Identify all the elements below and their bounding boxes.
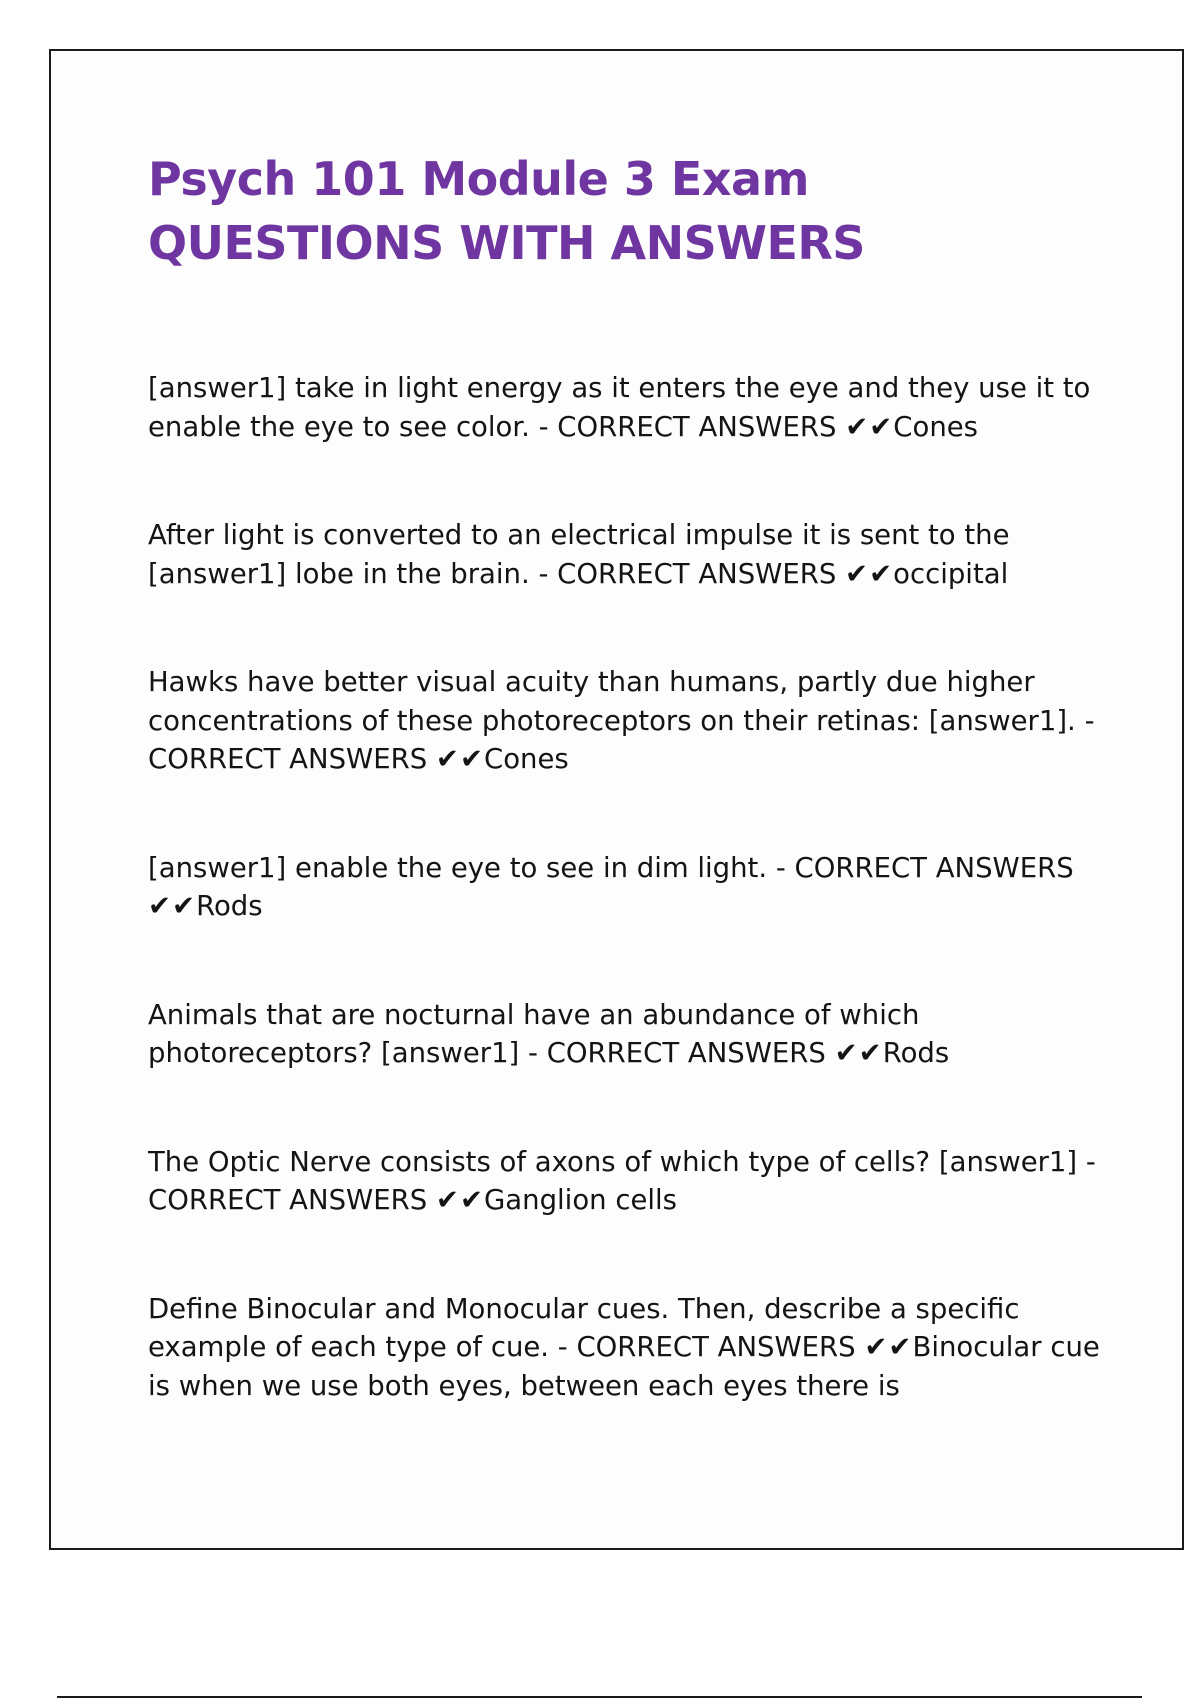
check-mark-icon: ✔✔ <box>864 1331 913 1363</box>
check-mark-icon: ✔✔ <box>845 557 894 590</box>
document-title <box>148 147 1048 275</box>
answer-text: Cones <box>893 410 978 443</box>
title-line-1: Psych 101 Module 3 Exam <box>148 152 809 206</box>
answer-marker: - CORRECT ANSWERS <box>148 1145 1096 1216</box>
answer-marker: - CORRECT ANSWERS <box>538 557 837 590</box>
answer-marker: - CORRECT ANSWERS <box>538 410 837 443</box>
question-text: Animals that are nocturnal have an abundance of which photoreceptors? [answer1] <box>148 998 920 1069</box>
qa-item <box>148 849 1108 926</box>
answer-marker: - CORRECT ANSWERS <box>148 704 1095 775</box>
question-text: [answer1] enable the eye to see in dim light. <box>148 851 768 884</box>
qa-item <box>148 663 1108 779</box>
check-mark-icon: ✔✔ <box>148 890 197 922</box>
qa-item <box>148 1143 1108 1220</box>
question-text: [answer1] take in light energy as it enters the eye and they use it to enable the eye to see color. <box>148 372 1091 443</box>
question-text: Hawks have better visual acuity than humans, partly due higher concentrations of these photoreceptors on their retinas: [answer1]. <box>148 666 1076 737</box>
check-mark-icon: ✔✔ <box>435 743 484 775</box>
answer-text: Rods <box>882 1037 950 1069</box>
answer-marker: - CORRECT ANSWERS <box>528 1037 826 1069</box>
check-mark-icon: ✔✔ <box>834 1037 883 1069</box>
check-mark-icon: ✔✔ <box>845 410 894 443</box>
title-line-2: QUESTIONS WITH ANSWERS <box>148 216 865 270</box>
document-page <box>49 49 1184 1550</box>
answer-text: Binocular cue is when we use both eyes, between each eyes there is <box>148 1331 1100 1402</box>
answer-marker: - CORRECT ANSWERS <box>557 1331 856 1363</box>
check-mark-icon: ✔✔ <box>435 1184 484 1216</box>
question-text: After light is converted to an electrical impulse it is sent to the [answer1] lobe in the brain. <box>148 519 1010 590</box>
answer-text: Ganglion cells <box>484 1184 677 1216</box>
qa-item <box>148 516 1108 593</box>
qa-list <box>148 369 1108 1475</box>
answer-text: Rods <box>196 890 263 922</box>
answer-marker: - CORRECT ANSWERS <box>775 851 1074 884</box>
question-text: The Optic Nerve consists of axons of which type of cells? [answer1] <box>148 1145 1078 1178</box>
qa-item <box>148 369 1108 446</box>
answer-text: Cones <box>484 743 569 775</box>
page-divider <box>57 1696 1142 1698</box>
qa-item <box>148 996 1108 1073</box>
question-text: Define Binocular and Monocular cues. Then, describe a specific example of each type of cue. <box>148 1292 1020 1363</box>
answer-text: occipital <box>893 557 1009 590</box>
qa-item <box>148 1290 1108 1406</box>
